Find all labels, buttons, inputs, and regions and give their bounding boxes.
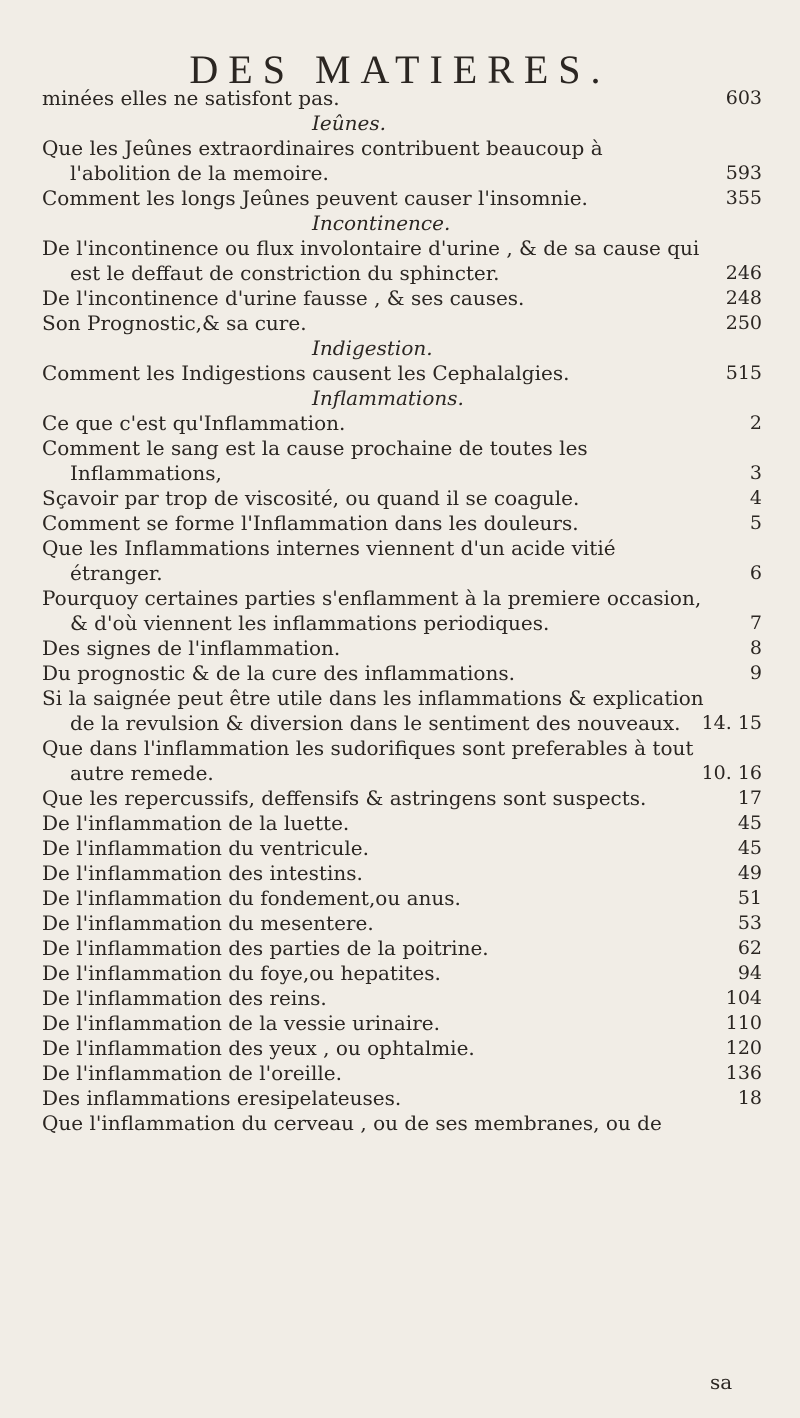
page-number: 3 [749, 462, 762, 484]
index-entry [42, 286, 762, 311]
entry-text: Que les Inflammations internes viennent d'un acide vitié étranger. [42, 536, 616, 585]
entry-text: De l'inflammation de la vessie urinaire. [42, 1011, 440, 1035]
page-number: 53 [737, 912, 762, 934]
page-number: 248 [725, 287, 762, 309]
entry-text: Que l'inflammation du cerveau , ou de ses membranes, ou de [42, 1111, 662, 1135]
entry-text: De l'inflammation des intestins. [42, 861, 363, 885]
page-number: 94 [737, 962, 762, 984]
index-entry [42, 1011, 762, 1036]
page-number: 250 [725, 312, 762, 334]
page-number: 45 [737, 837, 762, 859]
page-number: 8 [749, 637, 762, 659]
page-number: 45 [737, 812, 762, 834]
entry-text: Pourquoy certaines parties s'enflamment à la premiere occasion, & d'où viennent les inflammations periodiques. [42, 586, 702, 635]
section-heading: Incontinence. [312, 211, 451, 235]
entry-text: Comment les longs Jeûnes peuvent causer l'insomnie. [42, 186, 588, 210]
running-header: DES MATIERES. [189, 47, 611, 92]
index-entry [42, 936, 762, 961]
entry-text: De l'inflammation du mesentere. [42, 911, 374, 935]
page-number: 355 [725, 187, 762, 209]
page-number: 14. 15 [701, 712, 762, 734]
index-entry [42, 236, 762, 286]
index-entry [42, 1036, 762, 1061]
entry-text: De l'inflammation du fondement,ou anus. [42, 886, 461, 910]
section-heading: Ieûnes. [312, 111, 386, 135]
index-entry [42, 861, 762, 886]
entry-text: De l'inflammation des yeux , ou ophtalmie. [42, 1036, 475, 1060]
page-number: 2 [749, 412, 762, 434]
index-entry [42, 986, 762, 1011]
page-number: 7 [749, 612, 762, 634]
index-entry [42, 836, 762, 861]
page-number: 4 [749, 487, 762, 509]
index-entry [42, 511, 762, 536]
index-entry [42, 686, 762, 736]
page-number: 120 [725, 1037, 762, 1059]
index-entry [42, 361, 762, 386]
entry-text: Comment le sang est la cause prochaine de toutes les Inflammations, [42, 436, 588, 485]
index-entry [42, 886, 762, 911]
index-entries [42, 86, 762, 1136]
entry-text: De l'inflammation des parties de la poitrine. [42, 936, 489, 960]
entry-text: Comment se forme l'Inflammation dans les douleurs. [42, 511, 579, 535]
entry-text: De l'inflammation de l'oreille. [42, 1061, 342, 1085]
page-number: 110 [725, 1012, 762, 1034]
page-number: 246 [725, 262, 762, 284]
index-entry [42, 311, 762, 336]
index-entry [42, 411, 762, 436]
entry-text: De l'inflammation du ventricule. [42, 836, 369, 860]
page-number: 17 [737, 787, 762, 809]
entry-text: Des inflammations eresipelateuses. [42, 1086, 402, 1110]
entry-text: Comment les Indigestions causent les Cephalalgies. [42, 361, 570, 385]
entry-text: Sçavoir par trop de viscosité, ou quand il se coagule. [42, 486, 580, 510]
page-number: 5 [749, 512, 762, 534]
section-heading: Inflammations. [312, 386, 464, 410]
page-number: 62 [737, 937, 762, 959]
page-number: 593 [725, 162, 762, 184]
entry-text: Que les repercussifs, deffensifs & astringens sont suspects. [42, 786, 647, 810]
page-number: 18 [737, 1087, 762, 1109]
entry-text: De l'inflammation des reins. [42, 986, 327, 1010]
page-number: 9 [749, 662, 762, 684]
page-number: 515 [725, 362, 762, 384]
index-entry [42, 736, 762, 786]
index-entry [42, 811, 762, 836]
entry-text: Des signes de l'inflammation. [42, 636, 341, 660]
page-number: 6 [749, 562, 762, 584]
index-entry [42, 961, 762, 986]
entry-text: De l'incontinence ou flux involontaire d'urine , & de sa cause qui est le deffaut de constriction du sphincter. [42, 236, 700, 285]
page-number: 49 [737, 862, 762, 884]
index-entry [42, 911, 762, 936]
page-number: 51 [737, 887, 762, 909]
entry-text: Ce que c'est qu'Inflammation. [42, 411, 346, 435]
entry-text: Son Prognostic,& sa cure. [42, 311, 307, 335]
catchword: sa [710, 1370, 733, 1394]
entry-text: minées elles ne satisfont pas. [42, 86, 340, 110]
page-number: 603 [725, 87, 762, 109]
section-heading: Indigestion. [312, 336, 433, 360]
index-entry [42, 586, 762, 636]
page-number: 136 [725, 1062, 762, 1084]
page-number: 104 [725, 987, 762, 1009]
index-entry [42, 1086, 762, 1111]
index-entry [42, 136, 762, 186]
entry-text: Que les Jeûnes extraordinaires contribuent beaucoup à l'abolition de la memoire. [42, 136, 603, 185]
index-entry [42, 786, 762, 811]
entry-text: Du prognostic & de la cure des inflammations. [42, 661, 515, 685]
index-entry [42, 1061, 762, 1086]
index-entry [42, 436, 762, 486]
page-number: 10. 16 [701, 762, 762, 784]
index-entry [42, 1111, 762, 1136]
index-entry [42, 636, 762, 661]
entry-text: Que dans l'inflammation les sudorifiques sont preferables à tout autre remede. [42, 736, 694, 785]
entry-text: De l'incontinence d'urine fausse , & ses causes. [42, 286, 525, 310]
index-entry [42, 486, 762, 511]
index-entry [42, 536, 762, 586]
entry-text: Si la saignée peut être utile dans les inflammations & explication de la revulsion & diversion dans le sentiment des nouveaux. [42, 686, 704, 735]
index-entry [42, 661, 762, 686]
entry-text: De l'inflammation de la luette. [42, 811, 350, 835]
index-entry [42, 86, 762, 111]
entry-text: De l'inflammation du foye,ou hepatites. [42, 961, 441, 985]
index-entry [42, 186, 762, 211]
